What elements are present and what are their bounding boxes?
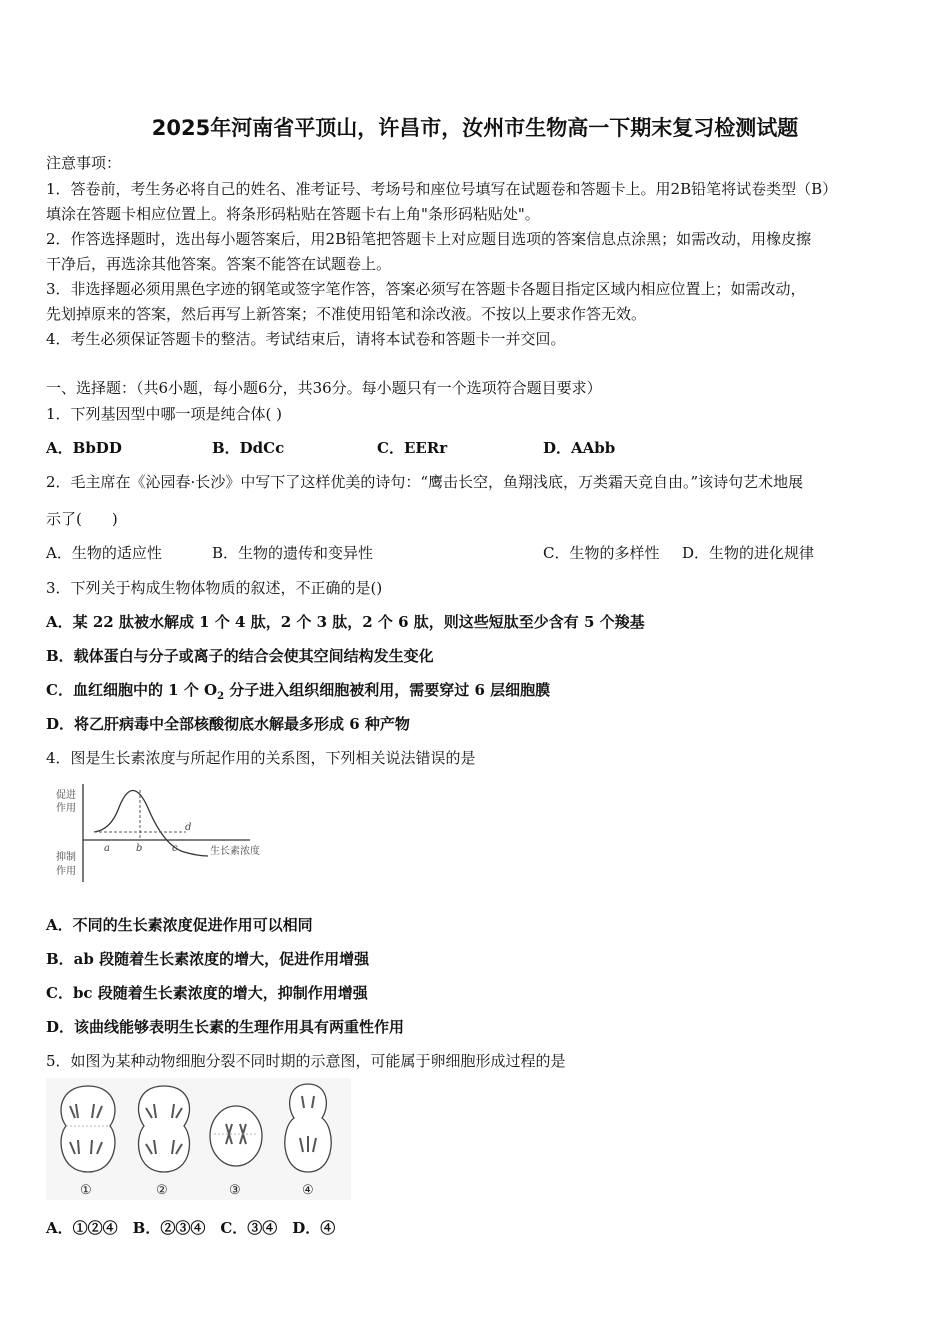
q3-option-c (46, 679, 550, 702)
promote-label-2: 作用 (56, 803, 76, 814)
inhibit-label-2: 作用 (56, 866, 76, 877)
q2-option-d: D．生物的进化规律 (682, 544, 815, 562)
q1-option-c: C．EERr (377, 439, 448, 457)
promote-label-1: 促进 (56, 790, 76, 801)
cell-2-label: ② (156, 1183, 168, 1198)
question-5-stem: 5．如图为某种动物细胞分裂不同时期的示意图，可能属于卵细胞形成过程的是 (46, 1052, 566, 1070)
question-2-stem-2: 示了( ) (46, 510, 118, 528)
q1-option-d: D．AAbb (543, 439, 616, 457)
cell-4-label: ④ (302, 1183, 314, 1198)
notice-line-6: 先划掉原来的答案，然后再写上新答案；不准使用铅笔和涂改液。不按以上要求作答无效。 (46, 305, 647, 323)
q4-option-c: C．bc 段随着生长素浓度的增大，抑制作用增强 (46, 984, 368, 1002)
question-2-stem-1: 2．毛主席在《沁园春·长沙》中写下了这样优美的诗句：“鹰击长空，鱼翔浅底，万类霜天竞自由。”该诗句艺术地展 (46, 473, 804, 491)
auxin-curve-figure (52, 780, 284, 884)
q3-option-c-post: 分子进入组织细胞被利用，需要穿过 6 层细胞膜 (224, 681, 551, 699)
q4-option-b: B．ab 段随着生长素浓度的增大，促进作用增强 (46, 950, 370, 968)
question-3-stem: 3．下列关于构成生物体物质的叙述，不正确的是() (46, 579, 383, 597)
q2-option-a: A．生物的适应性 (46, 544, 162, 562)
q5-options: A．①②④ B．②③④ C．③④ D．④ (46, 1219, 336, 1237)
point-d-label: d (185, 822, 192, 833)
q3-option-c-pre: C．血红细胞中的 1 个 O (46, 681, 218, 699)
question-4-stem: 4．图是生长素浓度与所起作用的关系图，下列相关说法错误的是 (46, 749, 476, 767)
notice-line-3: 2．作答选择题时，选出每小题答案后，用2B铅笔把答题卡上对应题目选项的答案信息点涂黑；如需改动，用橡皮擦 (46, 230, 812, 248)
cell-1-diagram (61, 1086, 115, 1172)
q2-option-b: B．生物的遗传和变异性 (212, 544, 374, 562)
q4-option-d: D．该曲线能够表明生长素的生理作用具有两重性作用 (46, 1018, 405, 1036)
cell-3-label: ③ (229, 1183, 241, 1198)
q1-option-b: B．DdCc (212, 439, 285, 457)
q3-option-a: A．某 22 肽被水解成 1 个 4 肽，2 个 3 肽，2 个 6 肽，则这些短肽至少含有 5 个羧基 (46, 613, 645, 631)
point-b-label: b (136, 843, 143, 854)
q4-option-a: A．不同的生长素浓度促进作用可以相同 (46, 916, 313, 934)
q3-option-d: D．将乙肝病毒中全部核酸彻底水解最多形成 6 种产物 (46, 715, 410, 733)
inhibit-label-1: 抑制 (56, 852, 76, 863)
cell-2-diagram (139, 1086, 190, 1172)
point-c-label: c (172, 843, 178, 854)
question-1-stem: 1．下列基因型中哪一项是纯合体( ) (46, 405, 283, 423)
notice-line-4: 干净后，再选涂其他答案。答案不能答在试题卷上。 (46, 255, 392, 273)
notice-line-7: 4．考生必须保证答题卡的整洁。考试结束后，请将本试卷和答题卡一并交回。 (46, 330, 566, 348)
notice-heading: 注意事项： (46, 154, 122, 172)
cell-4-diagram (285, 1084, 331, 1172)
x-axis-label: 生长素浓度 (210, 846, 260, 857)
cell-3-diagram (210, 1106, 262, 1166)
cell-division-figure (46, 1078, 351, 1200)
point-a-label: a (104, 843, 110, 854)
page-title: 2025年河南省平顶山，许昌市，汝州市生物高一下期末复习检测试题 (151, 116, 799, 140)
q3-option-c-sub: 2 (217, 691, 225, 702)
cell-1-label: ① (80, 1183, 92, 1198)
notice-line-1: 1．答卷前，考生务必将自己的姓名、准考证号、考场号和座位号填写在试题卷和答题卡上。用2B铅笔将试卷类型（B） (46, 180, 838, 198)
q1-option-a: A．BbDD (46, 439, 122, 457)
q3-option-b: B．载体蛋白与分子或离子的结合会使其空间结构发生变化 (46, 647, 434, 665)
section-heading: 一、选择题：（共6小题，每小题6分，共36分。每小题只有一个选项符合题目要求） (46, 379, 602, 397)
notice-line-2: 填涂在答题卡相应位置上。将条形码粘贴在答题卡右上角"条形码粘贴处"。 (46, 205, 540, 223)
notice-line-5: 3．非选择题必须用黑色字迹的钢笔或签字笔作答，答案必须写在答题卡各题目指定区域内相应位置上；如需改动， (46, 280, 806, 298)
q2-option-c: C．生物的多样性 (543, 544, 660, 562)
